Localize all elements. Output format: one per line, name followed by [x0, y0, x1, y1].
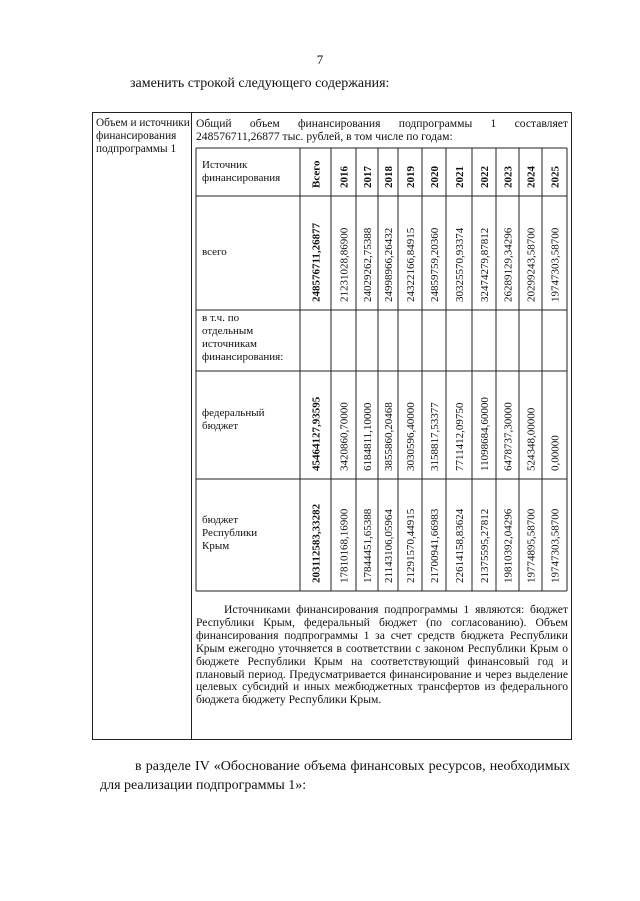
cell-3-8: 19810392,04296: [502, 508, 515, 583]
cell-0-9: 20299243,58700: [525, 227, 538, 302]
cell-0-3: 24998966,26432: [383, 227, 395, 302]
col-header-7: 2022: [479, 166, 491, 188]
cell-3-10: 19747303,58700: [549, 508, 562, 583]
page-number: 7: [316, 52, 324, 67]
col-header-9: 2024: [525, 166, 538, 188]
cell-2-9: 524348,00000: [525, 407, 538, 471]
header-source-label: Источник финансирования: [202, 159, 281, 184]
cell-0-5: 24859759,20360: [429, 227, 441, 302]
col-header-0: Всего: [310, 160, 323, 188]
row-label-2: федеральный бюджет: [202, 407, 265, 432]
col-header-8: 2023: [502, 166, 515, 188]
cell-3-6: 22614158,83624: [454, 508, 466, 583]
row-label-3: бюджет Республики Крым: [202, 514, 258, 552]
section-iv-paragraph: в разделе IV «Обоснование объема финансовых ресурсов, необходимых для реализации подпрограммы 1»:: [100, 759, 570, 793]
cell-0-8: 26289129,34296: [502, 227, 515, 302]
cell-3-3: 21143106,05964: [383, 509, 395, 583]
cell-3-5: 21700941,66983: [429, 508, 441, 583]
cell-2-5: 3158817,53377: [429, 402, 441, 471]
cell-3-1: 17810168,16900: [338, 508, 351, 583]
row-label-1: в т.ч. по отдельным источникам финансирования:: [202, 312, 284, 363]
cell-2-1: 3420860,70000: [338, 402, 351, 471]
col-header-6: 2021: [454, 166, 466, 188]
summary-line-1: Общий объем финансирования подпрограммы 1 составляет: [196, 117, 568, 130]
col-header-3: 2018: [383, 166, 395, 188]
cell-2-2: 6184811,10000: [362, 402, 374, 471]
row-label-0: всего: [202, 246, 227, 258]
footnote-paragraph: Источниками финансирования подпрограммы 1 являются: бюджет Республики Крым, федеральный бюджет (по согласованию). Объем финансирования подпрограммы 1 за счет средств бюджета Республики Крым ежегодно уточняется в соответствии с законом Республики Крым о бюджете Республики Крым на соответствующий финансовый год и плановый период. Предусматривается финансирование и через выделение целевых субсидий и иных межбюджетных трансфертов из федерального бюджета бюджету Республики Крым.: [196, 603, 568, 707]
cell-3-2: 17844451,65388: [362, 508, 374, 583]
cell-0-0: 248576711,26877: [310, 222, 323, 302]
cell-2-8: 6478737,30000: [502, 402, 515, 471]
cell-2-7: 11098684,60000: [479, 397, 491, 471]
cell-0-4: 24322166,84915: [405, 227, 417, 302]
cell-2-0: 45464127,93595: [310, 396, 323, 471]
cell-0-1: 21231028,86900: [338, 227, 351, 302]
col-header-1: 2016: [338, 166, 351, 188]
cell-2-3: 3855860,20468: [383, 402, 395, 471]
summary-line-2: 248576711,26877 тыс. рублей, в том числе по годам:: [196, 130, 453, 143]
col-header-2: 2017: [362, 166, 374, 188]
row-label-financing: Объем и источники финансирования подпрограммы 1: [96, 117, 190, 155]
intro-text: заменить строкой следующего содержания:: [130, 76, 390, 91]
cell-0-7: 32474279,87812: [479, 227, 491, 302]
cell-0-2: 24029262,75388: [362, 227, 374, 302]
cell-3-0: 203112583,33282: [310, 503, 323, 583]
col-header-5: 2020: [429, 166, 441, 188]
cell-0-10: 19747303,58700: [549, 227, 562, 302]
col-header-10: 2025: [549, 166, 562, 188]
cell-3-9: 19774895,58700: [525, 508, 538, 583]
cell-2-6: 7711412,09750: [454, 402, 466, 471]
cell-3-7: 21375595,27812: [479, 508, 491, 583]
cell-2-10: 0,00000: [549, 435, 562, 471]
cell-3-4: 21291570,44915: [405, 508, 417, 583]
cell-0-6: 30325570,93374: [454, 227, 466, 302]
col-header-4: 2019: [405, 166, 417, 188]
cell-2-4: 3030596,40000: [405, 402, 417, 471]
